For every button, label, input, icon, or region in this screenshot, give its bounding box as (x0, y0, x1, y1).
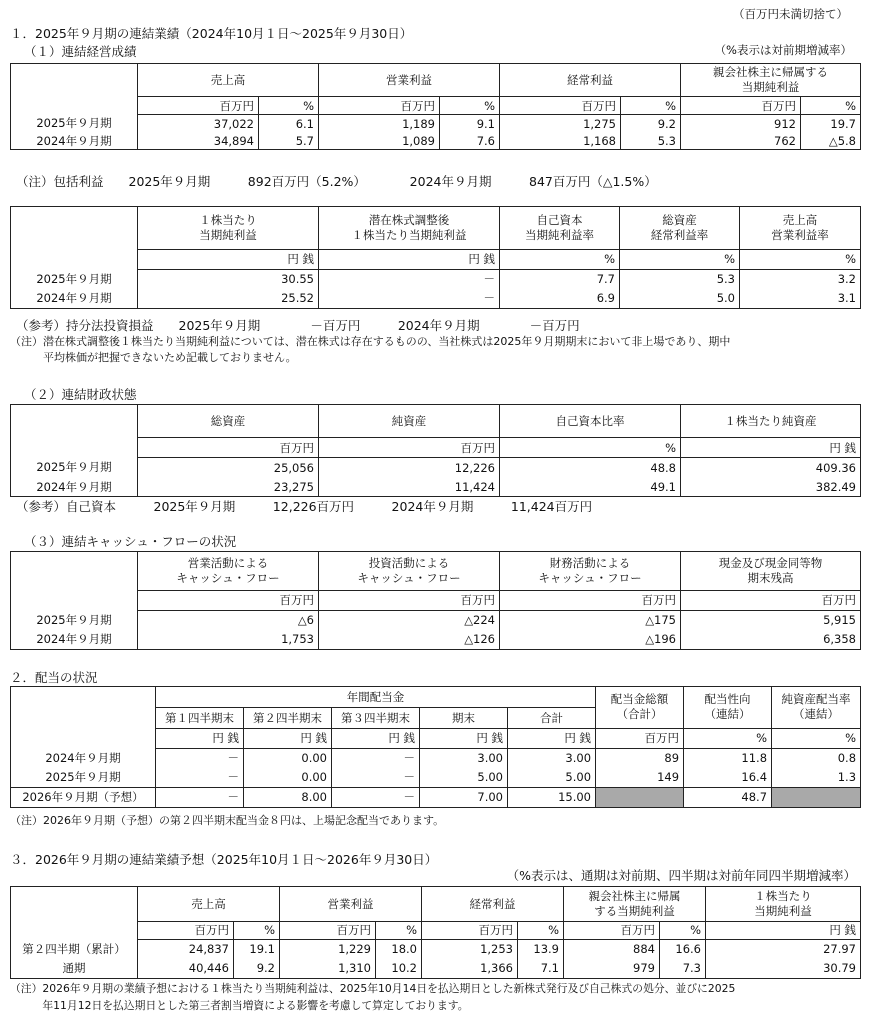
section-2-title: ２．配当の状況 (10, 670, 98, 685)
forecast-note-line2: 年11月12日を払込期日とした第三者割当増資による影響を考慮して算定しております。 (10, 999, 469, 1012)
header-operating-profit: 営業利益 (280, 887, 422, 922)
unit: 百万円 (564, 921, 660, 939)
header-diluted-eps: 潜在株式調整後 １株当たり当期純利益 (319, 207, 500, 250)
unit: % (440, 97, 500, 115)
header-eps: １株当たり 当期純利益 (138, 207, 319, 250)
unit: 百万円 (138, 921, 234, 939)
unit: 円 銭 (156, 728, 244, 748)
unit: 百万円 (681, 97, 801, 115)
table-row: 第２四半期（累計） 24,837 19.1 1,229 18.0 1,253 13.9 884 16.6 27.97 (11, 939, 861, 959)
equity-capital-note: （参考）自己資本 2025年９月期 12,226百万円 2024年９月期 11,424百万円 (16, 499, 593, 514)
dividends-table (10, 686, 861, 808)
comprehensive-income-note: （注）包括利益 2025年９月期 892百万円（5.2%） 2024年９月期 847百万円（△1.5%） (16, 174, 657, 189)
header-eps: １株当たり 当期純利益 (706, 887, 861, 922)
unit: 百万円 (500, 97, 621, 115)
table-row: 通期 40,446 9.2 1,310 10.2 1,366 7.1 979 7.3 30.79 (11, 959, 861, 979)
header-net-income: 親会社株主に帰属 する当期純利益 (564, 887, 706, 922)
header-equity-ratio: 自己資本比率 (500, 405, 681, 438)
unit: 円 銭 (138, 249, 319, 269)
unit: 百万円 (596, 728, 684, 748)
section-1-title: １．2025年９月期の連結業績（2024年10月１日～2025年９月30日） (10, 26, 413, 41)
unit: % (234, 921, 280, 939)
unit: 百万円 (138, 438, 319, 458)
unit: % (500, 438, 681, 458)
shaded-cell (772, 787, 861, 807)
unit: 百万円 (280, 921, 376, 939)
table-row: 2024年９月期 34,894 5.7 1,089 7.6 1,168 5.3 762 △5.8 (11, 132, 861, 150)
unit: 百万円 (422, 921, 518, 939)
percent-note: （%表示は対前期増減率） (714, 43, 852, 57)
table-row: 2024年９月期 1,753 △126 △196 6,358 (11, 630, 861, 650)
per-share-metrics-table (10, 206, 861, 309)
header-sales: 売上高 (138, 64, 319, 97)
unit: % (620, 249, 740, 269)
table-row: 2024年９月期 25.52 － 6.9 5.0 3.1 (11, 289, 861, 309)
header-total-dividends: 配当金総額 （合計） (596, 687, 684, 729)
unit: % (518, 921, 564, 939)
header-year-end: 期末 (420, 707, 508, 728)
unit: % (801, 97, 861, 115)
unit: 百万円 (138, 97, 259, 115)
unit: 円 銭 (244, 728, 332, 748)
header-net-assets: 純資産 (319, 405, 500, 438)
subsection-financial-position: （２）連結財政状態 (24, 387, 137, 402)
unit: % (500, 249, 620, 269)
unit: 百万円 (319, 97, 440, 115)
forecast-table (10, 886, 861, 979)
header-total: 合計 (508, 707, 596, 728)
header-doe: 純資産配当率 （連結） (772, 687, 861, 729)
shaded-cell (596, 787, 684, 807)
table-row: 2025年９月期 30.55 － 7.7 5.3 3.2 (11, 269, 861, 289)
header-financing-cf: 財務活動による キャッシュ・フロー (500, 552, 681, 591)
table-row: 2026年９月期（予想） － 8.00 － 7.00 15.00 48.7 (11, 787, 861, 807)
unit: % (259, 97, 319, 115)
equity-method-note: （参考）持分法投資損益 2025年９月期 －百万円 2024年９月期 －百万円 (16, 318, 580, 333)
header-operating-cf: 営業活動による キャッシュ・フロー (138, 552, 319, 591)
header-bps: １株当たり純資産 (681, 405, 861, 438)
table-row: 2025年９月期 25,056 12,226 48.8 409.36 (11, 458, 861, 478)
header-q2: 第２四半期末 (244, 707, 332, 728)
section-3-title: ３．2026年９月期の連結業績予想（2025年10月１日～2026年９月30日） (10, 852, 438, 867)
diluted-eps-note-line2: 平均株価が把握できないため記載しておりません。 (10, 351, 297, 364)
unit: 百万円 (319, 438, 500, 458)
header-annual-dividend: 年間配当金 (156, 687, 596, 708)
table-row: 2024年９月期 － 0.00 － 3.00 3.00 89 11.8 0.8 (11, 748, 861, 768)
header-ordinary-profit: 経常利益 (500, 64, 681, 97)
header-total-assets: 総資産 (138, 405, 319, 438)
unit: % (684, 728, 772, 748)
unit: 円 銭 (706, 921, 861, 939)
header-q1: 第１四半期末 (156, 707, 244, 728)
cash-flow-table (10, 551, 861, 650)
unit: 円 銭 (420, 728, 508, 748)
header-q3: 第３四半期末 (332, 707, 420, 728)
unit: % (772, 728, 861, 748)
financial-position-table (10, 404, 861, 497)
unit: % (660, 921, 706, 939)
header-payout-ratio: 配当性向 （連結） (684, 687, 772, 729)
unit: 円 銭 (332, 728, 420, 748)
unit: 百万円 (319, 590, 500, 610)
unit-note: （百万円未満切捨て） (733, 7, 848, 21)
header-roe: 自己資本 当期純利益率 (500, 207, 620, 250)
header-sales: 売上高 (138, 887, 280, 922)
unit: 円 銭 (319, 249, 500, 269)
forecast-note-line1: （注）2026年９月期の業績予想における１株当たり当期純利益は、2025年10月14日を払込期日とした新株式発行及び自己株式の処分、並びに2025 (10, 982, 736, 995)
unit: % (621, 97, 681, 115)
dividend-note: （注）2026年９月期（予想）の第２四半期末配当金８円は、上場記念配当であります。 (10, 814, 445, 827)
table-row: 2025年９月期 37,022 6.1 1,189 9.1 1,275 9.2 912 19.7 (11, 115, 861, 133)
table-row: 2025年９月期 － 0.00 － 5.00 5.00 149 16.4 1.3 (11, 768, 861, 788)
unit: 百万円 (138, 590, 319, 610)
header-ordinary-profit: 経常利益 (422, 887, 564, 922)
unit: 円 銭 (681, 438, 861, 458)
forecast-percent-note: （%表示は、通期は対前期、四半期は対前年同四半期増減率） (506, 868, 856, 883)
subsection-operating-results: （１）連結経営成績 (24, 44, 137, 59)
unit: % (740, 249, 861, 269)
unit: 百万円 (500, 590, 681, 610)
unit: % (376, 921, 422, 939)
header-net-income: 親会社株主に帰属する 当期純利益 (681, 64, 861, 97)
unit: 円 銭 (508, 728, 596, 748)
header-operating-margin: 売上高 営業利益率 (740, 207, 861, 250)
header-roa: 総資産 経常利益率 (620, 207, 740, 250)
table-row: 2024年９月期 23,275 11,424 49.1 382.49 (11, 477, 861, 497)
header-operating-profit: 営業利益 (319, 64, 500, 97)
header-cash-balance: 現金及び現金同等物 期末残高 (681, 552, 861, 591)
operating-results-table (10, 63, 861, 150)
unit: 百万円 (681, 590, 861, 610)
table-row: 2025年９月期 △6 △224 △175 5,915 (11, 610, 861, 630)
subsection-cash-flows: （３）連結キャッシュ・フローの状況 (24, 534, 237, 549)
diluted-eps-note-line1: （注）潜在株式調整後１株当たり当期純利益については、潜在株式は存在するものの、当社株式は2025年９月期期末において非上場であり、期中 (10, 335, 731, 348)
header-investing-cf: 投資活動による キャッシュ・フロー (319, 552, 500, 591)
